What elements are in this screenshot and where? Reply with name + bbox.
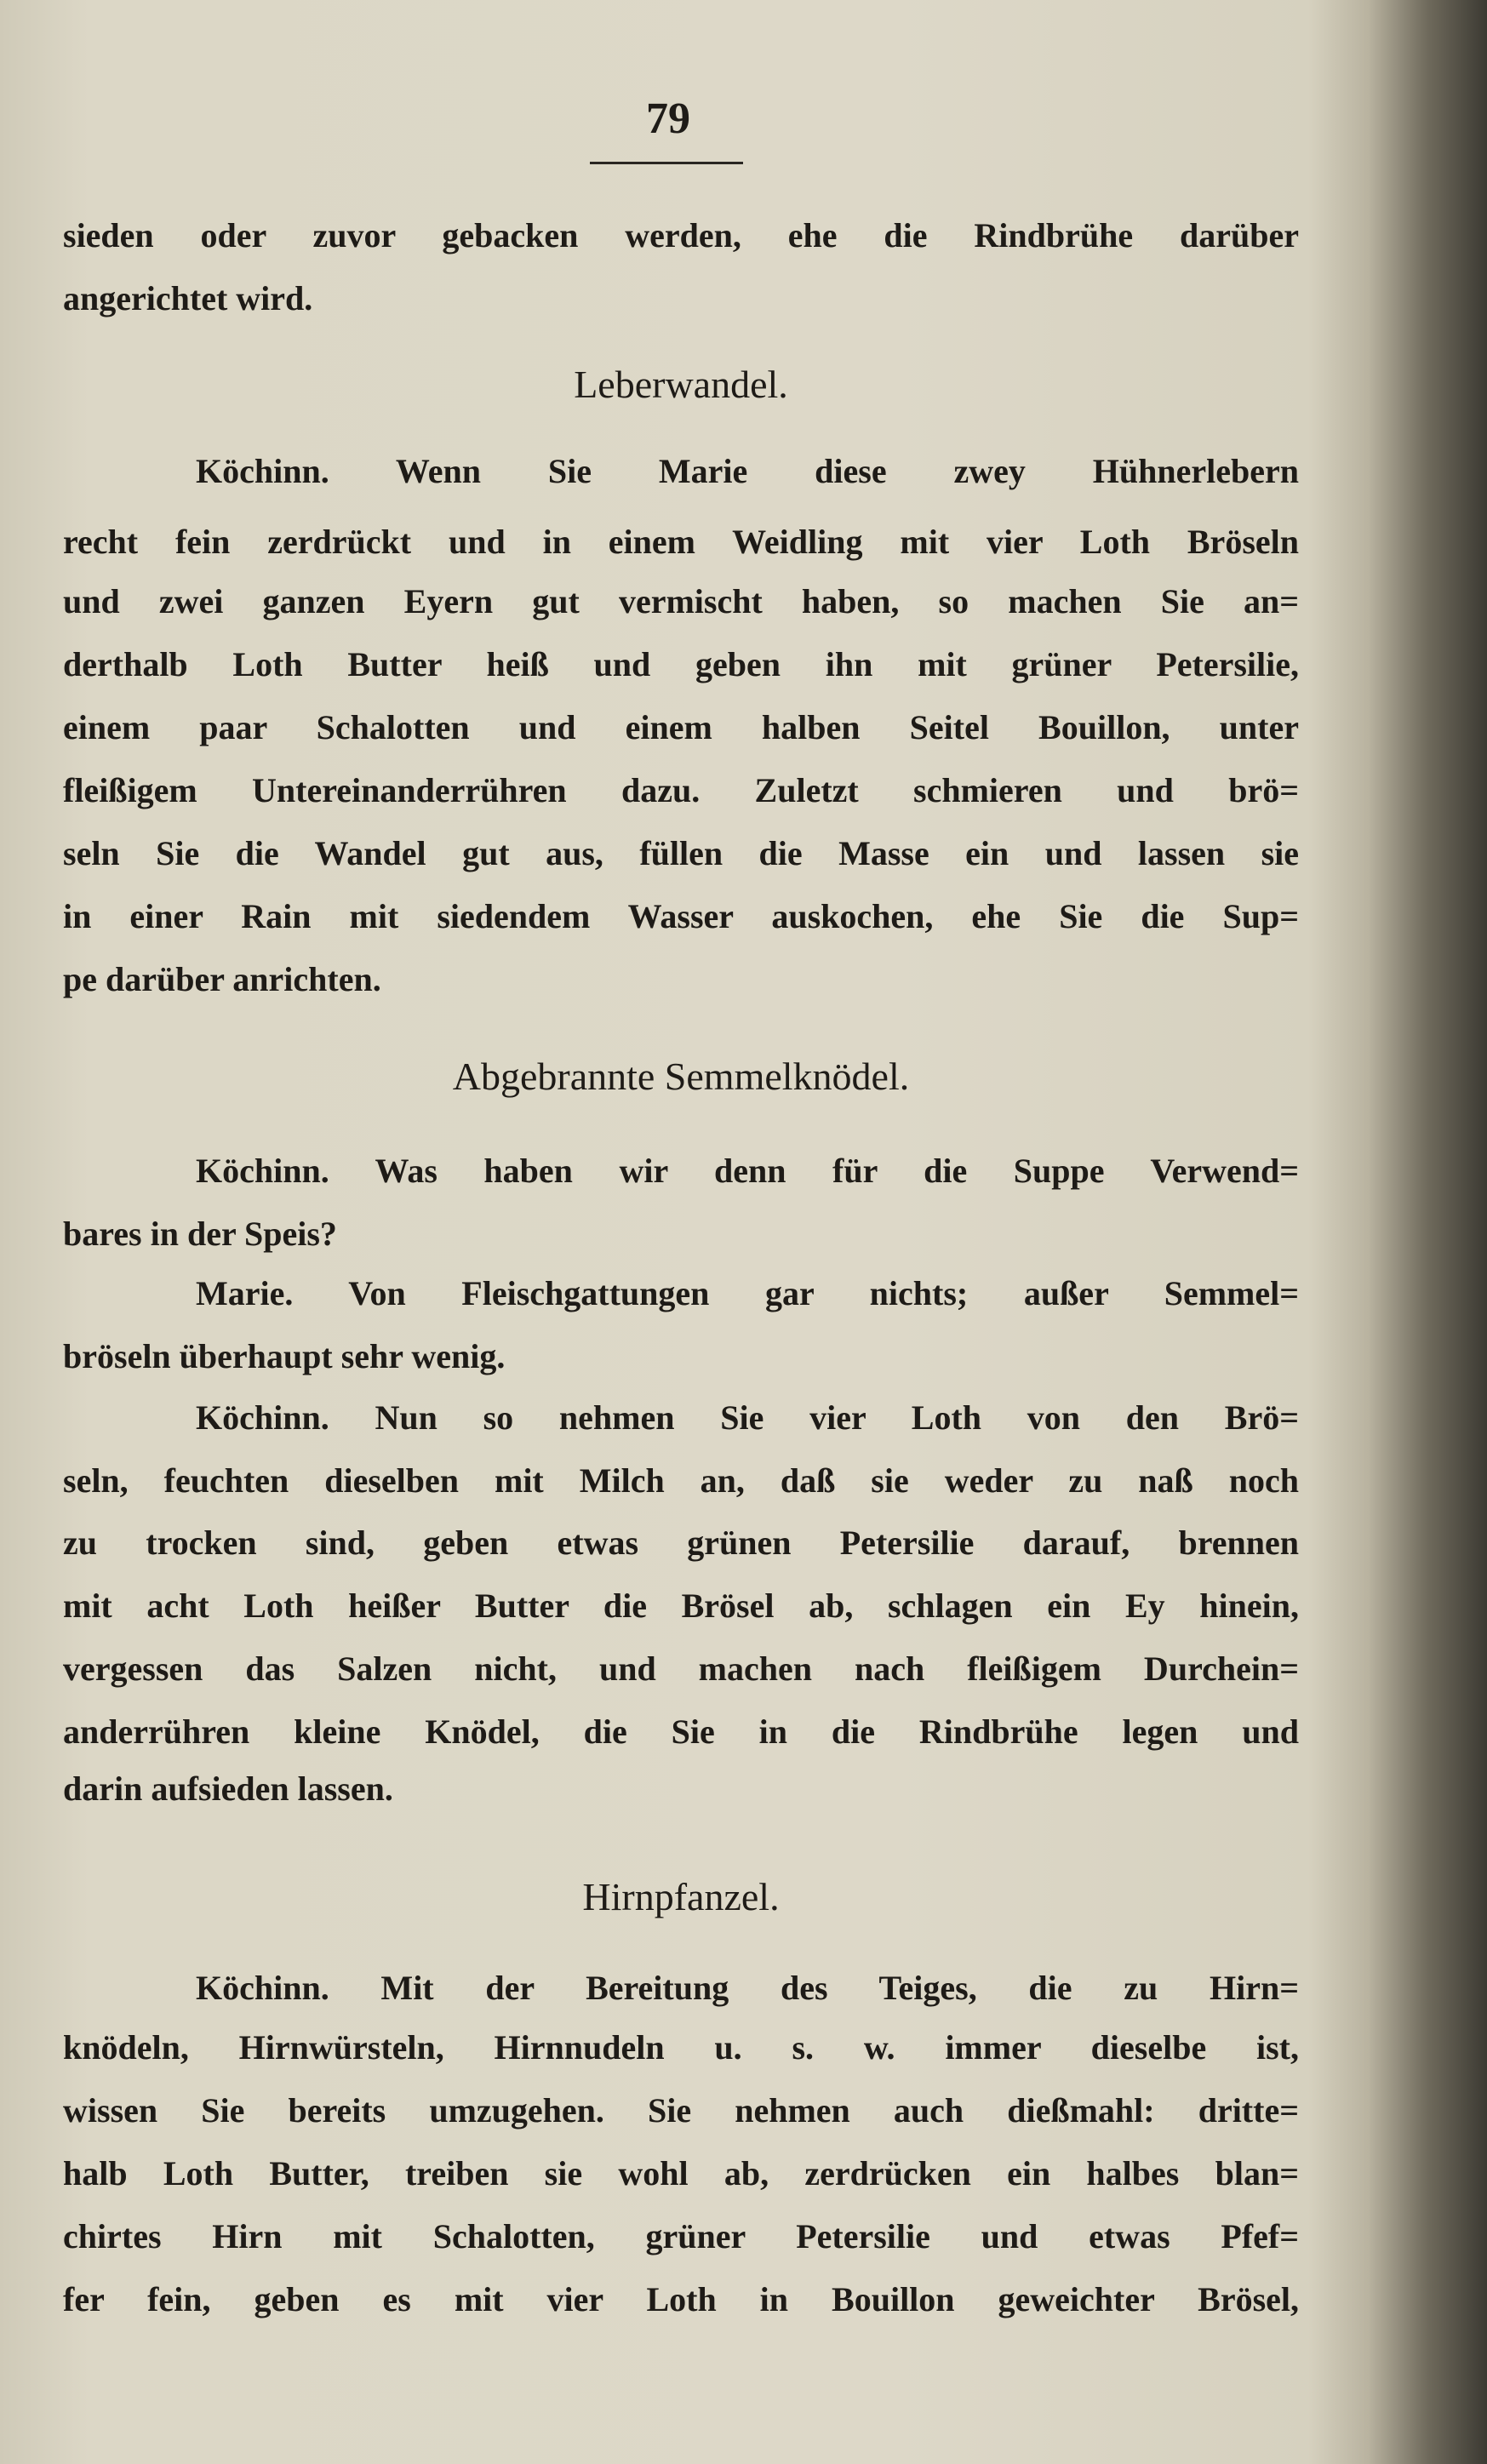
- page-number-rule: [590, 162, 743, 164]
- text-line: Köchinn. Mit der Bereitung des Teiges, die zu Hirn=: [196, 1969, 1299, 2007]
- text-line: mit acht Loth heißer Butter die Brösel ab, schlagen ein Ey hinein,: [63, 1586, 1299, 1625]
- text-line: und zwei ganzen Eyern gut vermischt haben, so machen Sie an=: [63, 582, 1299, 620]
- page-number: 79: [646, 94, 690, 143]
- text-line: fleißigem Untereinanderrühren dazu. Zuletzt schmieren und brö=: [63, 771, 1299, 809]
- text-line: seln Sie die Wandel gut aus, füllen die Masse ein und lassen sie: [63, 834, 1299, 872]
- text-line: Köchinn. Nun so nehmen Sie vier Loth von den Brö=: [196, 1398, 1299, 1437]
- text-line: halb Loth Butter, treiben sie wohl ab, zerdrücken ein halbes blan=: [63, 2154, 1299, 2192]
- text-line: bröseln überhaupt sehr wenig.: [63, 1337, 506, 1375]
- text-line: recht fein zerdrückt und in einem Weidling mit vier Loth Bröseln: [63, 523, 1299, 561]
- text-line: Marie. Von Fleischgattungen gar nichts; außer Semmel=: [196, 1274, 1299, 1312]
- text-line: derthalb Loth Butter heiß und geben ihn mit grüner Petersilie,: [63, 645, 1299, 683]
- text-line: pe darüber anrichten.: [63, 960, 381, 998]
- text-line: Köchinn. Wenn Sie Marie diese zwey Hühnerlebern: [196, 452, 1299, 490]
- text-line: anderrühren kleine Knödel, die Sie in die Rindbrühe legen und: [63, 1712, 1299, 1751]
- text-line: wissen Sie bereits umzugehen. Sie nehmen auch dießmahl: dritte=: [63, 2091, 1299, 2130]
- text-line: Köchinn. Was haben wir denn für die Suppe Verwend=: [196, 1152, 1299, 1190]
- text-line: darin aufsieden lassen.: [63, 1769, 393, 1808]
- text-line: bares in der Speis?: [63, 1215, 337, 1253]
- text-line: knödeln, Hirnwürsteln, Hirnnudeln u. s. w. immer dieselbe ist,: [63, 2028, 1299, 2067]
- text-line: vergessen das Salzen nicht, und machen nach fleißigem Durchein=: [63, 1649, 1299, 1688]
- text-line: seln, feuchten dieselben mit Milch an, daß sie weder zu naß noch: [63, 1461, 1299, 1500]
- text-line: angerichtet wird.: [63, 279, 313, 317]
- text-line: chirtes Hirn mit Schalotten, grüner Petersilie und etwas Pfef=: [63, 2217, 1299, 2255]
- section-heading: Hirnpfanzel.: [582, 1876, 780, 1918]
- section-heading: Abgebrannte Semmelknödel.: [452, 1055, 910, 1098]
- text-line: sieden oder zuvor gebacken werden, ehe die Rindbrühe darüber: [63, 216, 1299, 254]
- text-line: zu trocken sind, geben etwas grünen Petersilie darauf, brennen: [63, 1524, 1299, 1562]
- section-heading: Leberwandel.: [574, 363, 788, 406]
- text-line: fer fein, geben es mit vier Loth in Bouillon geweichter Brösel,: [63, 2280, 1299, 2318]
- text-line: in einer Rain mit siedendem Wasser auskochen, ehe Sie die Sup=: [63, 897, 1299, 935]
- text-line: einem paar Schalotten und einem halben Seitel Bouillon, unter: [63, 708, 1299, 746]
